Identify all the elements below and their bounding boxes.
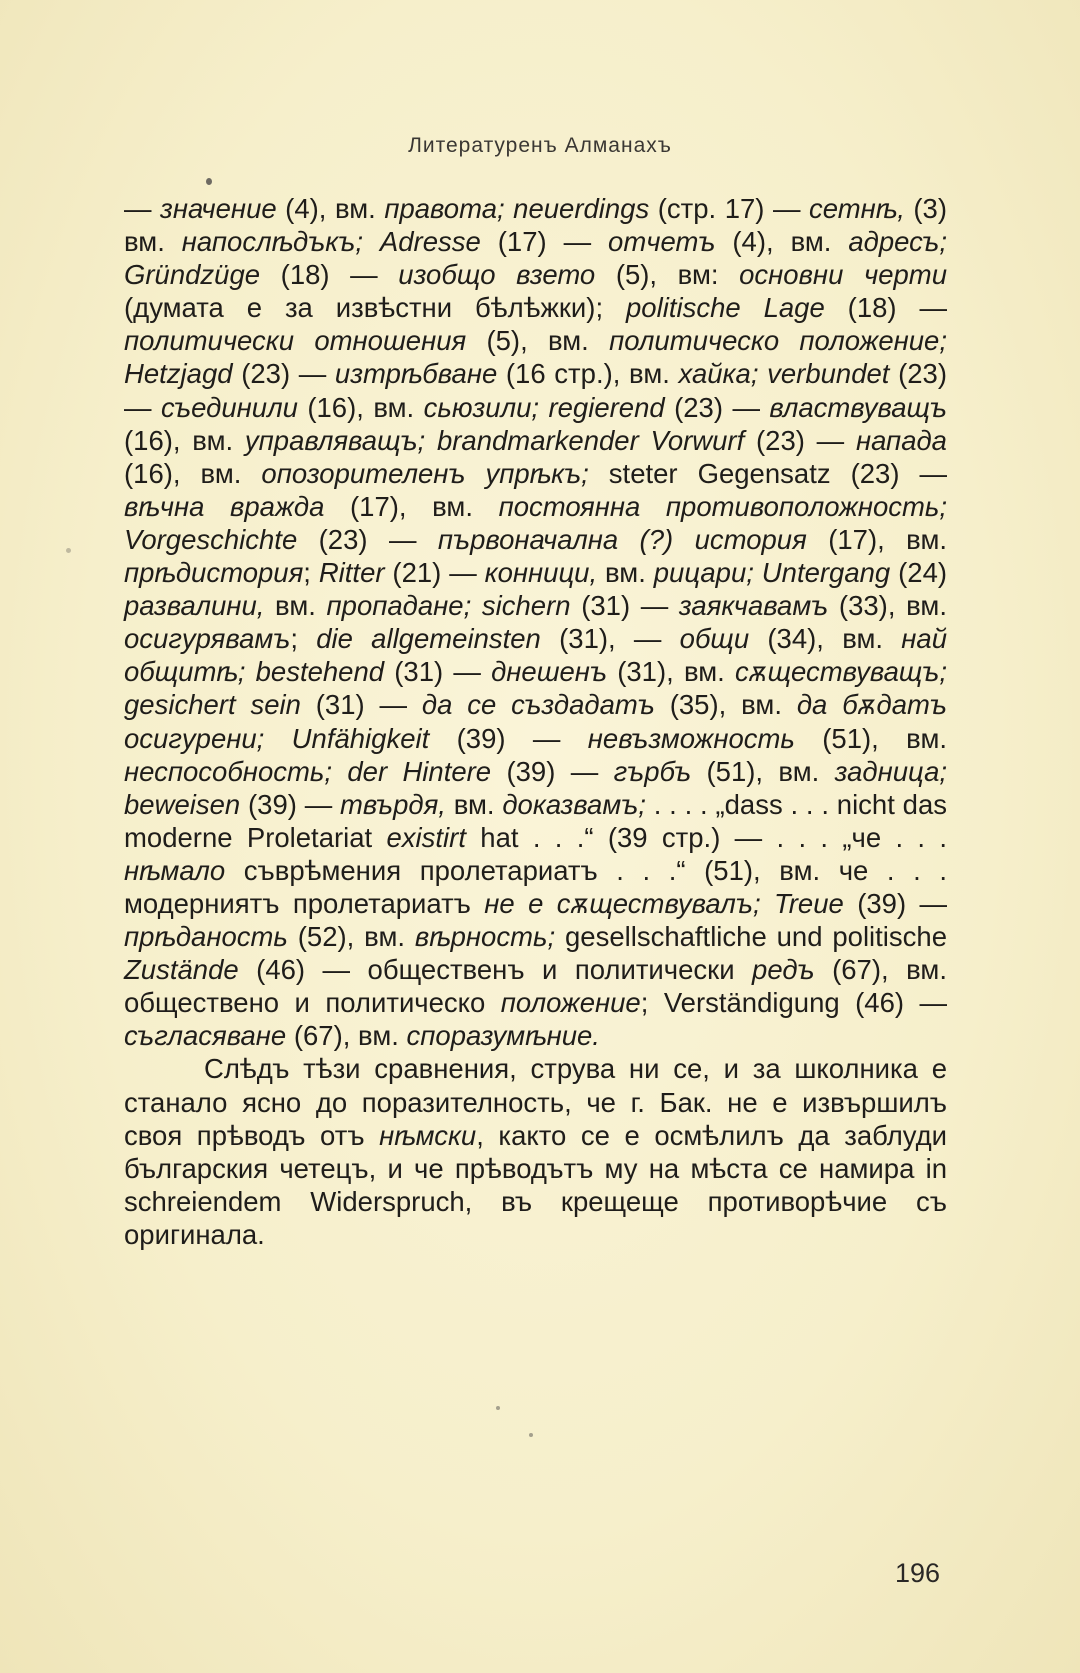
text-run: steter Gegensatz (23) — <box>588 457 947 489</box>
paragraph-conclusion <box>124 1052 947 1251</box>
italic-term: вѣчна вражда <box>124 490 325 522</box>
italic-term: сетнѣ, <box>809 193 905 224</box>
italic-term: заякчавамъ <box>678 590 829 622</box>
text-run: вм. <box>264 590 327 622</box>
italic-term: не е сѫществувалъ; Treue <box>484 887 844 919</box>
ink-speck <box>496 1406 500 1410</box>
italic-term: напослѣдъкъ; Adresse <box>181 226 481 258</box>
italic-term: управляващъ; brandmarkender Vorwurf <box>244 424 745 456</box>
text-run: съврѣмения пролетариатъ . . .“ (51), вм. че . . . модерниятъ пролетариатъ <box>124 854 947 919</box>
text-run: (39) — <box>429 722 588 754</box>
text-run: (17), вм. <box>806 523 947 555</box>
italic-term: рицари; Untergang <box>653 557 891 589</box>
italic-term: нѣмало <box>124 854 226 886</box>
italic-term: die allgemeinsten <box>316 623 541 655</box>
page-number: 196 <box>895 1558 941 1588</box>
text-run: (33), вм. <box>828 590 947 622</box>
text-run: (31) — <box>300 689 422 721</box>
italic-term: отчетъ <box>608 226 716 258</box>
text-run: gesellschaftliche und politische <box>555 921 948 953</box>
italic-term: existirt <box>386 821 466 853</box>
paragraph-comparisons <box>124 192 947 1052</box>
text-run: (35), вм. <box>654 689 797 721</box>
italic-term: най общитѣ; bestehend <box>124 623 948 688</box>
italic-term: постоянна противоположность; Vorgeschichte <box>124 490 948 555</box>
text-run: (23) — <box>664 391 770 423</box>
italic-term: опозорителенъ упрѣкъ; <box>261 457 589 489</box>
text-run: (3) вм. <box>124 193 947 258</box>
text-run: , както се е осмѣлилъ да заблуди българския четецъ, и че прѣводътъ му на мѣста се намира in schreiendem Widerspruch, въ крещеще противорѣчие съ оригинала. <box>124 1119 947 1250</box>
text-run: ; <box>303 557 319 589</box>
ink-speck <box>206 178 212 185</box>
italic-term: напада <box>855 424 947 456</box>
italic-term: Zustände <box>124 954 239 986</box>
text-run: (24) <box>890 557 948 589</box>
italic-term: да се създадатъ <box>421 689 655 721</box>
text-run: . . . . „dass . . . nicht das moderne Proletariat <box>124 788 947 853</box>
italic-term: доказвамъ; <box>502 788 646 820</box>
italic-term: задница; beweisen <box>124 755 948 820</box>
italic-term: вѣрность; <box>414 921 556 953</box>
italic-term: сьюзили; regierend <box>423 391 665 423</box>
text-run: (17) — <box>480 226 609 258</box>
italic-term: споразумѣние. <box>406 1020 600 1052</box>
italic-term: правота; neuerdings <box>384 193 650 224</box>
italic-term: съгласяване <box>124 1020 287 1052</box>
text-run: (4), вм. <box>715 226 849 258</box>
italic-term: политическо положение; Hetzjagd <box>124 325 947 390</box>
italic-term: развалини, <box>124 590 265 622</box>
text-run: (16 стр.), вм. <box>497 358 679 390</box>
text-run: (стр. 17) — <box>649 193 810 224</box>
italic-term: адресъ; Gründzüge <box>124 226 947 291</box>
text-run: (5), вм. <box>466 325 610 357</box>
italic-term: редъ <box>752 954 815 986</box>
text-run: (39) — <box>240 788 340 820</box>
italic-term: гърбъ <box>613 755 692 787</box>
text-run: (21) — <box>384 557 485 589</box>
italic-term: нѣмски <box>379 1119 477 1151</box>
text-run: (16), вм. <box>297 391 424 423</box>
ink-speck <box>66 548 71 553</box>
italic-term: осигурявамъ <box>124 623 291 655</box>
italic-term: Ritter <box>318 557 385 589</box>
text-run: вм. <box>597 557 654 589</box>
italic-term: изобщо взето <box>398 259 596 291</box>
italic-term: твърдя, <box>339 788 446 820</box>
text-run: (4), вм. <box>276 193 385 224</box>
text-run: (23) — <box>232 358 335 390</box>
text-run: (23) — <box>744 424 856 456</box>
text-run: (31) — <box>570 590 679 622</box>
italic-term: властвуващъ <box>769 391 948 423</box>
text-run: — <box>124 193 161 224</box>
italic-term: politische Lage <box>626 292 825 324</box>
text-run: Слѣдъ тѣзи сравнения, струва ни се, и за школника е станало ясно до поразителность, че г. Бак. не е извършилъ своя прѣводъ отъ <box>124 1053 947 1151</box>
text-run: (16), вм. <box>124 457 262 489</box>
italic-term: значение <box>160 193 277 224</box>
italic-term: съединили <box>160 391 298 423</box>
text-run: (34), вм. <box>749 623 902 655</box>
text-run: вм. <box>445 788 503 820</box>
text-run: (31), — <box>540 623 680 655</box>
italic-term: прѣдистория <box>124 557 304 589</box>
italic-term: конници, <box>484 557 598 589</box>
italic-term: изтрѣбване <box>334 358 498 390</box>
text-run: (31) — <box>384 656 492 688</box>
italic-term: общи <box>679 623 750 655</box>
italic-term: днешенъ <box>491 656 608 688</box>
italic-term: хайка; verbundet <box>678 358 890 390</box>
ink-speck <box>529 1433 533 1437</box>
text-run: (67), вм. обществено и политическо <box>124 954 947 1019</box>
text-run: (16), вм. <box>124 424 245 456</box>
text-run: (17), вм. <box>324 490 499 522</box>
text-run: (23) — <box>124 358 948 423</box>
text-run: (18) — <box>260 259 399 291</box>
text-run: (думата е за извѣстни бѣлѣжки); <box>124 292 627 324</box>
italic-term: пропадане; sichern <box>326 590 571 622</box>
text-run: (31), вм. <box>607 656 735 688</box>
text-run: (39) — <box>843 887 948 919</box>
text-run: (39) — <box>491 755 614 787</box>
text-run: (51), вм. <box>794 722 947 754</box>
text-run: ; <box>290 623 317 655</box>
italic-term: първоначална (?) история <box>437 523 807 555</box>
italic-term: невъзможность <box>587 722 795 754</box>
text-run: (46) — общественъ и политически <box>238 954 753 986</box>
italic-term: прѣданость <box>124 921 288 953</box>
text-run: (52), вм. <box>287 921 415 953</box>
text-run: (5), вм: <box>595 259 740 291</box>
italic-term: сѫществуващъ; gesichert sein <box>124 656 947 721</box>
body-text <box>124 192 947 1251</box>
text-run: hat . . .“ (39 стр.) — . . . „че . . . <box>465 821 948 853</box>
text-run: ; Verständigung (46) — <box>640 987 947 1019</box>
text-run: (18) — <box>824 292 948 324</box>
text-run: (67), вм. <box>286 1020 407 1052</box>
italic-term: неспособность; der Hintere <box>124 755 492 787</box>
italic-term: положение <box>500 987 641 1019</box>
text-run: (23) — <box>297 523 438 555</box>
italic-term: основни черти <box>739 259 947 291</box>
text-run: (51), вм. <box>691 755 835 787</box>
running-header: Литературенъ Алманахъ <box>408 134 672 157</box>
italic-term: да бѫдатъ осигурени; Unfähigkeit <box>124 689 947 754</box>
italic-term: политически отношения <box>124 325 467 357</box>
